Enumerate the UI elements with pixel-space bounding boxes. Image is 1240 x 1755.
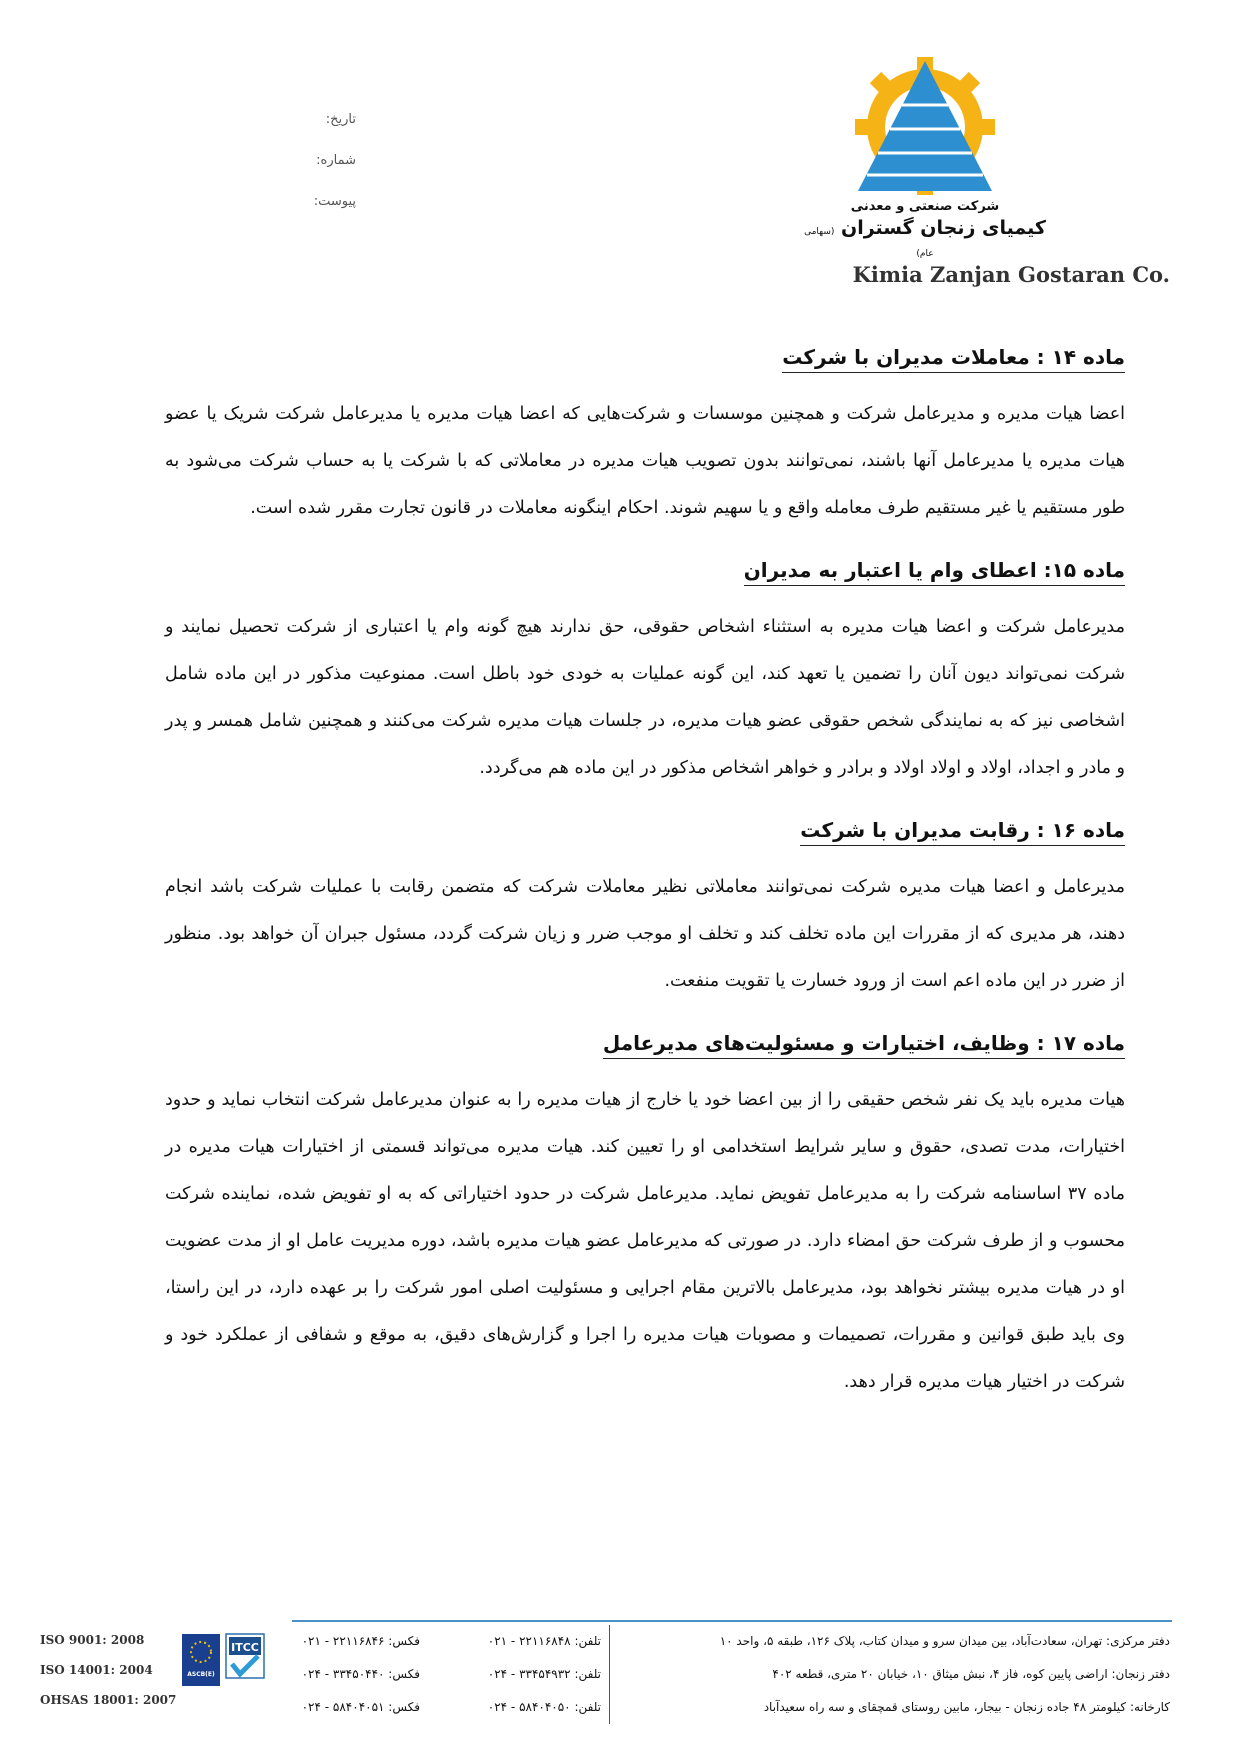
company-letterhead [795,55,1055,261]
article-text: هیات مدیره باید یک نفر شخص حقیقی را از بین اعضا خود یا خارج از هیات مدیره را به عنوان مدیرعامل شرکت انتخاب نماید و حدود اختیارات، مدت تصدی، حقوق و سایر شرایط استخدامی او را تعیین کند. هیات مدیره می‌تواند قسمتی از اختیارات هیات مدیره در ماده ۳۷ اساسنامه شرکت را به مدیرعامل تفویض نماید. مدیرعامل شرکت در حدود اختیاراتی که به او تفویض شده، نماینده شرکت محسوب و از طرف شرکت حق امضاء دارد. در صورتی که مدیرعامل عضو هیات مدیره باشد، دوره مدیریت عامل او از مدت عضویت او در هیات مدیره بیشتر نخواهد بود، مدیرعامل بالاترین مقام اجرایی و مسئولیت اصلی امور شرکت را بر عهده دارد، در این راستا، وی باید طبق قوانین و مقررات، تصمیمات و مصوبات هیات مدیره را اجرا و گزارش‌های دقیق، به موقع و شفافی از عملکرد خود و شرکت در اختیار هیات مدیره قرار دهد. [165,1090,1125,1392]
article-title: ماده ۱۴ : معاملات مدیران با شرکت [782,345,1125,373]
phone-line: تلفن: ۳۳۴۵۴۹۳۲ - ۰۲۴ [487,1667,601,1681]
article-16 [165,818,1125,1005]
footer-phones [441,1625,610,1724]
fax-line: فکس: ۳۳۴۵۰۴۴۰ - ۰۲۴ [301,1667,420,1681]
iso-certifications [40,1625,180,1715]
number-label: شماره: [316,153,356,168]
ascb-logo-icon [182,1634,220,1686]
company-logo-icon [850,55,1000,195]
phone-line: تلفن: ۵۸۴۰۴۰۵۰ - ۰۲۴ [487,1700,601,1714]
letter-meta [256,112,356,235]
iso-item: ISO 9001: 2008 [40,1633,145,1647]
article-text: اعضا هیات مدیره و مدیرعامل شرکت و همچنین موسسات و شرکت‌هایی که اعضا هیات مدیره یا مدیرعامل شرکت شریک یا عضو هیات مدیره یا مدیرعامل آنها باشند، نمی‌توانند بدون تصویب هیات مدیره در معاملاتی که با شرکت یا به حساب شرکت می‌شود به طور مستقیم یا غیر مستقیم طرف معامله واقع و یا سهیم شوند. احکام اینگونه معاملات در قانون تجارت مقرر شده است. [165,404,1125,518]
document-body [165,345,1125,1432]
article-15 [165,558,1125,792]
article-17 [165,1031,1125,1406]
fax-line: فکس: ۲۲۱۱۶۸۴۶ - ۰۲۱ [301,1634,420,1648]
article-text: مدیرعامل و اعضا هیات مدیره شرکت نمی‌توانند معاملاتی نظیر معاملات شرکت که متضمن رقابت با عملیات شرکت باشد انجام دهند، هر مدیری که از مقررات این ماده تخلف کند و تخلف او موجب ضرر و زیان شرکت گردد، مسئول جبران آن خواهد بود. منظور از ضرر در این ماده اعم است از ورود خسارت یا تقویت منفعت. [165,877,1125,991]
article-title: ماده ۱۶ : رقابت مدیران با شرکت [800,818,1125,846]
iso-item: ISO 14001: 2004 [40,1663,153,1677]
iso-item: OHSAS 18001: 2007 [40,1693,177,1707]
company-name-suffix: (سهامی عام) [804,227,934,259]
phone-line: تلفن: ۲۲۱۱۶۸۴۸ - ۰۲۱ [487,1634,601,1648]
address-line: دفتر مرکزی: تهران، سعادت‌آباد، بین میدان سرو و میدان کتاب، پلاک ۱۲۶، طبقه ۵، واحد ۱۰ [719,1634,1170,1648]
address-line: کارخانه: کیلومتر ۴۸ جاده زنجان - بیجار، مابین روستای قمچقای و سه راه سعیدآباد [763,1700,1170,1714]
footer-divider [292,1620,1172,1622]
article-title: ماده ۱۷ : وظایف، اختیارات و مسئولیت‌های مدیرعامل [603,1031,1125,1059]
address-line: دفتر زنجان: اراضی پایین کوه، فاز ۴، نبش میثاق ۱۰، خیابان ۲۰ متری، قطعه ۴۰۲ [772,1667,1170,1681]
itcc-logo-text: ITCC [231,1641,259,1654]
attachment-label: پیوست: [313,194,356,209]
fax-line: فکس: ۵۸۴۰۴۰۵۱ - ۰۲۴ [301,1700,420,1714]
article-14 [165,345,1125,532]
company-name-fa [795,217,1055,261]
company-type: شرکت صنعتی و معدنی [850,199,1000,214]
itcc-logo-icon [226,1634,264,1678]
letter-footer [40,1625,1170,1725]
company-name-fa-text: کیمیای زنجان گستران [841,217,1046,239]
footer-addresses [640,1625,1170,1724]
article-title: ماده ۱۵: اعطای وام یا اعتبار به مدیران [744,558,1125,586]
ascb-logo-text: ASCB(E) [187,1671,215,1678]
certification-logos [180,1628,290,1704]
article-text: مدیرعامل شرکت و اعضا هیات مدیره به استثناء اشخاص حقوقی، حق ندارند هیچ گونه وام یا اعتباری از شرکت تحصیل نمایند و شرکت نمی‌تواند دیون آنان را تضمین یا تعهد کند، این گونه عملیات به خودی خود باطل است. ممنوعیت مذکور در این ماده شامل اشخاصی نیز که به نمایندگی شخص حقوقی عضو هیات مدیره، در جلسات هیات مدیره شرکت می‌کنند و همچنین شامل همسر و پدر و مادر و اجداد، اولاد و اولاد اولاد و برادر و خواهر اشخاص مذکور در این ماده هم می‌گردد. [165,617,1125,778]
company-name-en: Kimia Zanjan Gostaran Co. [852,262,1170,287]
date-label: تاریخ: [325,112,356,127]
